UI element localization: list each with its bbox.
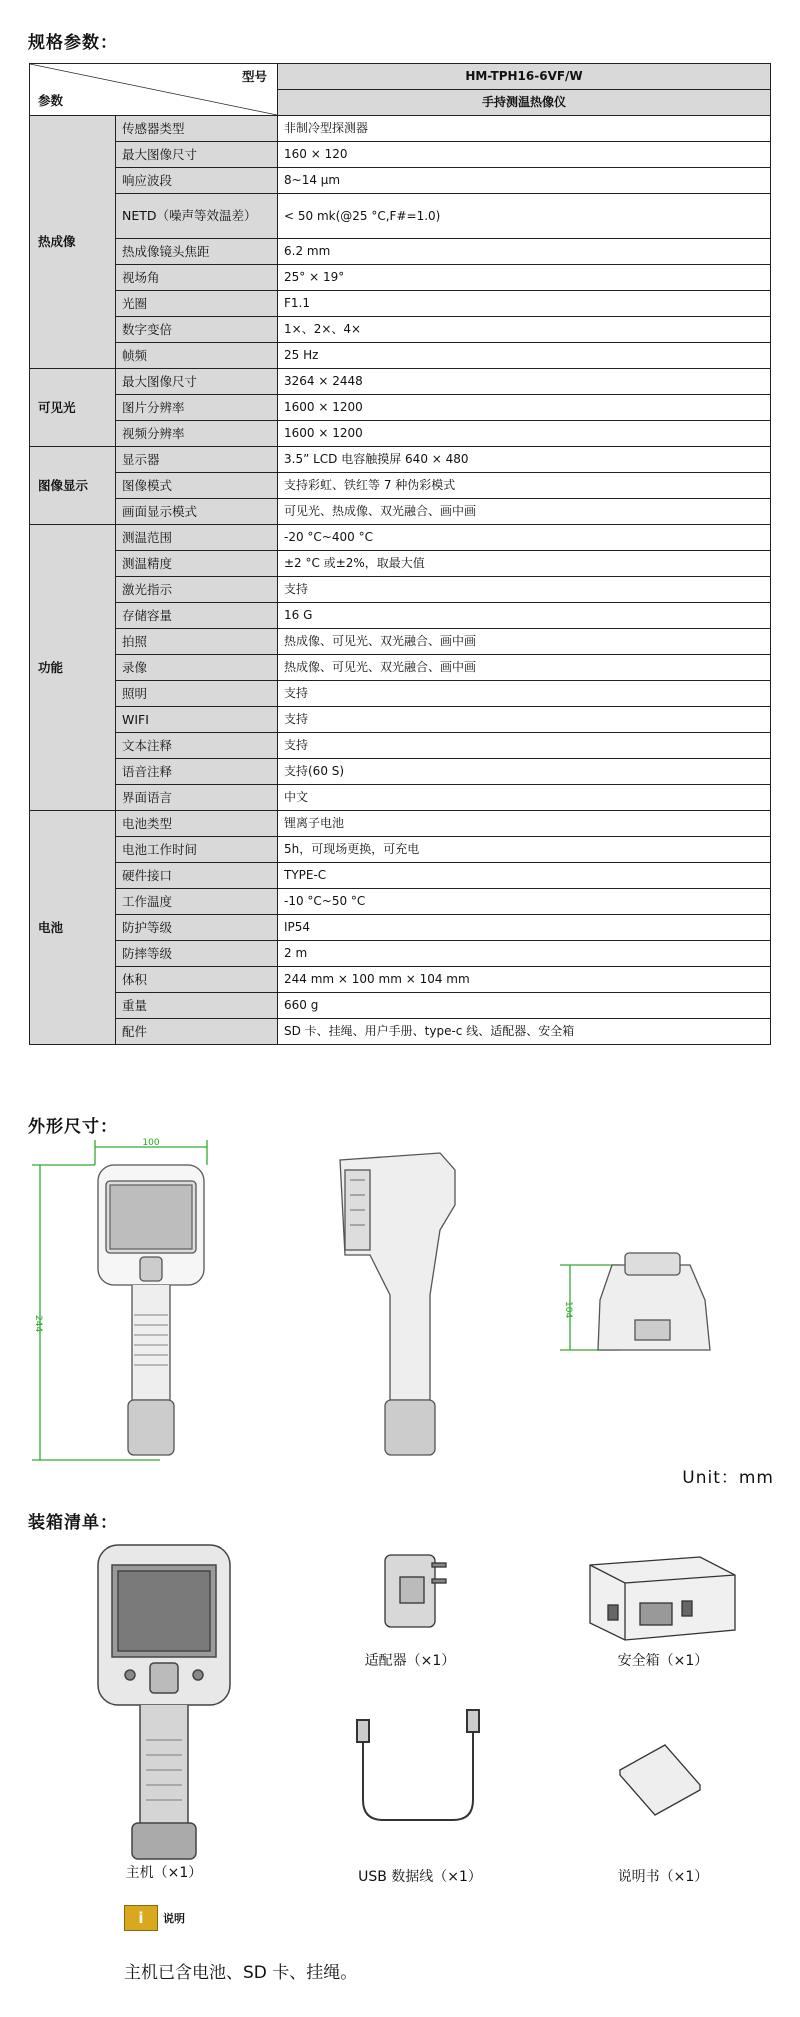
note-label: 说明 (163, 1912, 185, 1925)
param-value: 支持 (278, 733, 771, 759)
table-row (30, 681, 771, 707)
param-name: 画面显示模式 (116, 499, 278, 525)
table-row (30, 733, 771, 759)
table-row (30, 395, 771, 421)
table-row (30, 915, 771, 941)
param-value: 8~14 μm (278, 168, 771, 194)
param-name: 照明 (116, 681, 278, 707)
param-value: IP54 (278, 915, 771, 941)
table-row (30, 1019, 771, 1045)
table-row (30, 499, 771, 525)
param-value: 16 G (278, 603, 771, 629)
param-name: 响应波段 (116, 168, 278, 194)
dimension-drawings (0, 1135, 800, 1475)
height-dimension-label: 244 (33, 1315, 43, 1333)
param-value: 5h，可现场更换，可充电 (278, 837, 771, 863)
param-value: 660 g (278, 993, 771, 1019)
product-name: 手持测温热像仪 (278, 90, 771, 116)
param-value: 3.5” LCD 电容触摸屏 640 × 480 (278, 447, 771, 473)
param-name: 光圈 (116, 291, 278, 317)
table-corner-header (30, 64, 278, 116)
param-name: 测温精度 (116, 551, 278, 577)
table-row (30, 629, 771, 655)
table-row (30, 811, 771, 837)
param-value: 热成像、可见光、双光融合、画中画 (278, 655, 771, 681)
table-row (30, 369, 771, 395)
param-value: 支持 (278, 681, 771, 707)
host-label: 主机（×1） (125, 1865, 203, 1881)
host-device-image (98, 1545, 230, 1859)
table-row (30, 993, 771, 1019)
param-name: 语音注释 (116, 759, 278, 785)
safety-case-image (590, 1557, 735, 1640)
table-row (30, 265, 771, 291)
param-value: ±2 °C 或±2%，取最大值 (278, 551, 771, 577)
param-value: 244 mm × 100 mm × 104 mm (278, 967, 771, 993)
param-value: 160 × 120 (278, 142, 771, 168)
table-row (30, 863, 771, 889)
param-value: < 50 mk(@25 °C,F#=1.0) (278, 194, 771, 239)
table-row (30, 889, 771, 915)
table-row (30, 421, 771, 447)
table-row (30, 447, 771, 473)
table-row (30, 941, 771, 967)
model-value: HM-TPH16-6VF/W (278, 64, 771, 90)
table-row (30, 967, 771, 993)
param-value: 锂离子电池 (278, 811, 771, 837)
table-row (30, 343, 771, 369)
table-row (30, 551, 771, 577)
spec-section-title: 规格参数： (28, 33, 118, 53)
info-icon: i (124, 1905, 158, 1931)
table-row (30, 194, 771, 239)
param-value: 支持(60 S) (278, 759, 771, 785)
param-name: 图像模式 (116, 473, 278, 499)
param-name: 显示器 (116, 447, 278, 473)
group-label: 功能 (30, 525, 116, 811)
param-value: TYPE-C (278, 863, 771, 889)
packing-drawings (0, 1535, 800, 1875)
table-row (30, 116, 771, 142)
group-label: 图像显示 (30, 447, 116, 525)
packing-title: 装箱清单： (28, 1513, 118, 1533)
param-value: 支持 (278, 577, 771, 603)
note-text: 主机已含电池、SD 卡、挂绳。 (124, 1963, 358, 1983)
table-row (30, 317, 771, 343)
param-name: 文本注释 (116, 733, 278, 759)
param-name: 工作温度 (116, 889, 278, 915)
manual-label: 说明书（×1） (617, 1869, 709, 1885)
table-row (30, 707, 771, 733)
param-name: 电池工作时间 (116, 837, 278, 863)
dimensions-title: 外形尺寸： (28, 1117, 118, 1137)
param-name: 体积 (116, 967, 278, 993)
param-name: 电池类型 (116, 811, 278, 837)
table-row (30, 603, 771, 629)
param-name: 视频分辨率 (116, 421, 278, 447)
group-label: 可见光 (30, 369, 116, 447)
param-value: 25 Hz (278, 343, 771, 369)
param-value: 可见光、热成像、双光融合、画中画 (278, 499, 771, 525)
group-label: 热成像 (30, 116, 116, 369)
table-row (30, 142, 771, 168)
param-name: 录像 (116, 655, 278, 681)
param-name: 图片分辨率 (116, 395, 278, 421)
param-value: 非制冷型探测器 (278, 116, 771, 142)
case-label: 安全箱（×1） (617, 1653, 709, 1669)
param-value: 1600 × 1200 (278, 395, 771, 421)
param-value: 热成像、可见光、双光融合、画中画 (278, 629, 771, 655)
table-row (30, 525, 771, 551)
usb-cable-label: USB 数据线（×1） (358, 1869, 482, 1885)
param-name: 热成像镜头焦距 (116, 239, 278, 265)
param-name: 防摔等级 (116, 941, 278, 967)
param-value: -10 °C~50 °C (278, 889, 771, 915)
param-name: 拍照 (116, 629, 278, 655)
table-row (30, 759, 771, 785)
manual-image (620, 1745, 700, 1815)
param-name: 界面语言 (116, 785, 278, 811)
param-value: 1600 × 1200 (278, 421, 771, 447)
param-name: 数字变倍 (116, 317, 278, 343)
table-row (30, 473, 771, 499)
param-value: 2 m (278, 941, 771, 967)
param-value: -20 °C~400 °C (278, 525, 771, 551)
depth-dimension-label: 104 (563, 1301, 573, 1319)
table-row (30, 655, 771, 681)
top-view-drawing (560, 1253, 710, 1350)
param-name: 帧频 (116, 343, 278, 369)
param-value: 3264 × 2448 (278, 369, 771, 395)
note-header (124, 1905, 185, 1931)
param-value: 支持彩虹、铁红等 7 种伪彩模式 (278, 473, 771, 499)
diagonal-line (30, 64, 277, 115)
param-value: SD 卡、挂绳、用户手册、type-c 线、适配器、安全箱 (278, 1019, 771, 1045)
param-value: 1×、2×、4× (278, 317, 771, 343)
table-row (30, 577, 771, 603)
param-name: 视场角 (116, 265, 278, 291)
spec-table (29, 63, 771, 1045)
adapter-image (385, 1555, 446, 1627)
side-view-drawing (340, 1153, 455, 1455)
param-value: F1.1 (278, 291, 771, 317)
param-value: 25° × 19° (278, 265, 771, 291)
model-header-label: 型号 (241, 69, 267, 84)
param-name: 重量 (116, 993, 278, 1019)
param-name: 最大图像尺寸 (116, 369, 278, 395)
param-name: 测温范围 (116, 525, 278, 551)
param-name: WIFI (116, 707, 278, 733)
param-name: 配件 (116, 1019, 278, 1045)
table-row (30, 785, 771, 811)
param-name: 传感器类型 (116, 116, 278, 142)
table-row (30, 168, 771, 194)
param-value: 中文 (278, 785, 771, 811)
param-name: 最大图像尺寸 (116, 142, 278, 168)
table-row (30, 239, 771, 265)
width-dimension-label: 100 (142, 1138, 160, 1148)
param-header-label: 参数 (38, 93, 64, 109)
param-value: 支持 (278, 707, 771, 733)
unit-label: Unit：mm (682, 1468, 774, 1488)
param-name: 激光指示 (116, 577, 278, 603)
group-label: 电池 (30, 811, 116, 1045)
usb-cable-image (357, 1710, 479, 1820)
param-name: 存储容量 (116, 603, 278, 629)
param-name: NETD（噪声等效温差） (116, 194, 278, 239)
table-row (30, 837, 771, 863)
param-name: 防护等级 (116, 915, 278, 941)
front-view-drawing (32, 1140, 207, 1460)
param-name: 硬件接口 (116, 863, 278, 889)
table-row (30, 291, 771, 317)
adapter-label: 适配器（×1） (364, 1653, 456, 1669)
param-value: 6.2 mm (278, 239, 771, 265)
